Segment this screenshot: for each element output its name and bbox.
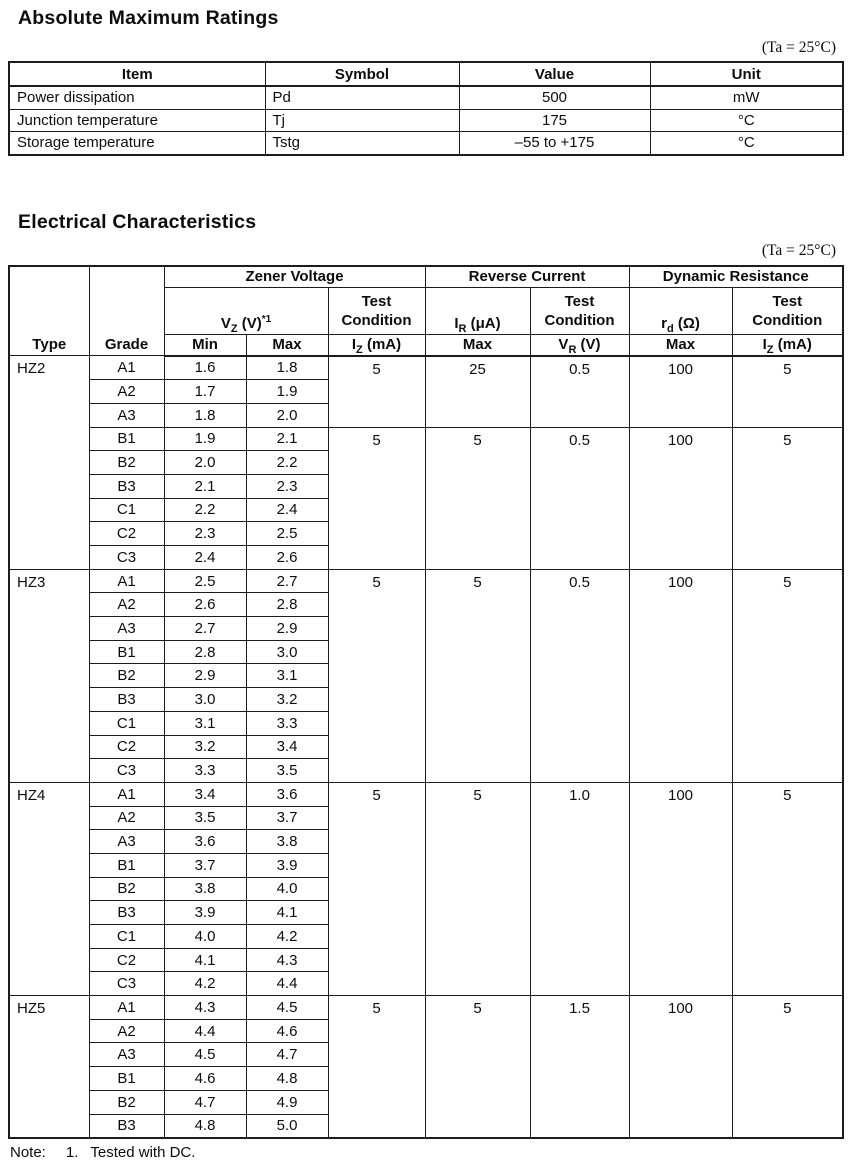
vz-min-cell: 1.9: [164, 427, 246, 451]
col-header-test-condition: Test Condition: [328, 287, 425, 334]
table-row: [9, 569, 843, 593]
grade-cell: B2: [89, 451, 164, 475]
col-header-unit: Unit: [650, 62, 843, 86]
vz-max-cell: 3.7: [246, 806, 328, 830]
vz-min-cell: 2.8: [164, 640, 246, 664]
vz-max-cell: 2.5: [246, 522, 328, 546]
grade-cell: B1: [89, 640, 164, 664]
vz-max-cell: 3.1: [246, 664, 328, 688]
absolute-maximum-ratings-table: [8, 61, 844, 156]
ir-max-cell: 5: [425, 996, 530, 1139]
vz-min-cell: 4.7: [164, 1090, 246, 1114]
iz-test-cond-cell: 5: [732, 356, 843, 428]
grade-cell: B2: [89, 877, 164, 901]
iz-test-cond-cell: 5: [328, 427, 425, 569]
item-cell: Junction temperature: [9, 109, 265, 132]
rd-max-cell: 100: [629, 356, 732, 428]
grade-cell: A2: [89, 593, 164, 617]
grade-cell: A3: [89, 617, 164, 641]
col-header-vr: $V_R$ (V): [530, 334, 629, 356]
vr-test-cond-cell: 0.5: [530, 356, 629, 428]
vz-max-cell: 4.3: [246, 948, 328, 972]
iz-test-cond-cell: 5: [732, 569, 843, 782]
vz-min-cell: 3.8: [164, 877, 246, 901]
grade-cell: C1: [89, 925, 164, 949]
footnote-label: Note:: [10, 1144, 46, 1161]
vz-max-cell: 4.6: [246, 1019, 328, 1043]
footnote: [10, 1144, 842, 1161]
col-header-test-condition: Test Condition: [530, 287, 629, 334]
vz-min-cell: 4.3: [164, 996, 246, 1020]
vz-max-cell: 2.4: [246, 498, 328, 522]
vr-test-cond-cell: 1.0: [530, 782, 629, 995]
vz-min-cell: 2.7: [164, 617, 246, 641]
vz-min-cell: 2.4: [164, 546, 246, 570]
ir-max-cell: 5: [425, 782, 530, 995]
item-cell: Power dissipation: [9, 86, 265, 109]
grade-cell: B3: [89, 1114, 164, 1138]
table-row: [9, 132, 843, 155]
vz-max-cell: 3.4: [246, 735, 328, 759]
ta-condition-note: (Ta = 25°C): [761, 39, 836, 56]
rd-max-cell: 100: [629, 996, 732, 1139]
table-row: [9, 782, 843, 806]
vz-max-cell: 2.7: [246, 569, 328, 593]
vz-min-cell: 3.9: [164, 901, 246, 925]
grade-cell: B3: [89, 688, 164, 712]
table-header-row: [9, 266, 843, 288]
vz-min-cell: 3.5: [164, 806, 246, 830]
type-cell: HZ2: [9, 356, 89, 570]
section-title-electrical-characteristics: Electrical Characteristics: [18, 210, 257, 233]
item-cell: Storage temperature: [9, 132, 265, 155]
unit-cell: °C: [650, 132, 843, 155]
ir-max-cell: 5: [425, 427, 530, 569]
grade-cell: C2: [89, 735, 164, 759]
vz-max-cell: 4.8: [246, 1067, 328, 1091]
vz-min-cell: 4.2: [164, 972, 246, 996]
vz-min-cell: 4.8: [164, 1114, 246, 1138]
unit-cell: mW: [650, 86, 843, 109]
vz-min-cell: 2.1: [164, 474, 246, 498]
vz-max-cell: 2.1: [246, 427, 328, 451]
col-header-vz: $V_Z$ $(V)^{*1}$: [164, 287, 328, 334]
vr-test-cond-cell: 0.5: [530, 427, 629, 569]
grade-cell: B1: [89, 853, 164, 877]
col-header-max: Max: [246, 334, 328, 356]
col-header-min: Min: [164, 334, 246, 356]
vz-min-cell: 1.6: [164, 356, 246, 380]
group-header-reverse-current: Reverse Current: [425, 266, 629, 288]
footnote-text: Tested with DC.: [90, 1144, 196, 1161]
ir-max-cell: 5: [425, 569, 530, 782]
vz-max-cell: 2.2: [246, 451, 328, 475]
rd-max-cell: 100: [629, 569, 732, 782]
electrical-characteristics-table: [8, 265, 844, 1140]
vz-max-cell: 4.4: [246, 972, 328, 996]
col-header-test-condition: Test Condition: [732, 287, 843, 334]
grade-cell: B3: [89, 901, 164, 925]
grade-cell: C2: [89, 948, 164, 972]
vz-min-cell: 1.7: [164, 380, 246, 404]
grade-cell: A1: [89, 356, 164, 380]
col-header-grade: Grade: [89, 266, 164, 356]
col-header-max: Max: [629, 334, 732, 356]
vz-min-cell: 1.8: [164, 403, 246, 427]
grade-cell: B1: [89, 427, 164, 451]
col-header-symbol: Symbol: [265, 62, 459, 86]
vz-max-cell: 2.0: [246, 403, 328, 427]
vr-test-cond-cell: 0.5: [530, 569, 629, 782]
vz-min-cell: 4.1: [164, 948, 246, 972]
vz-max-cell: 3.3: [246, 711, 328, 735]
iz-test-cond-cell: 5: [732, 782, 843, 995]
type-cell: HZ5: [9, 996, 89, 1139]
vz-max-cell: 3.2: [246, 688, 328, 712]
footnote-number: 1.: [65, 1144, 79, 1161]
group-header-dynamic-resistance: Dynamic Resistance: [629, 266, 843, 288]
vz-max-cell: 4.9: [246, 1090, 328, 1114]
grade-cell: A1: [89, 782, 164, 806]
value-cell: 175: [459, 109, 650, 132]
iz-test-cond-cell: 5: [328, 356, 425, 428]
table-row: [9, 427, 843, 451]
value-cell: –55 to +175: [459, 132, 650, 155]
vz-max-cell: 3.9: [246, 853, 328, 877]
vz-max-cell: 1.8: [246, 356, 328, 380]
vz-min-cell: 2.9: [164, 664, 246, 688]
grade-cell: B2: [89, 1090, 164, 1114]
grade-cell: B3: [89, 474, 164, 498]
col-header-ir: $I_R$ (μA): [425, 287, 530, 334]
grade-cell: A3: [89, 1043, 164, 1067]
type-cell: HZ4: [9, 782, 89, 995]
unit-cell: °C: [650, 109, 843, 132]
group-header-zener-voltage: Zener Voltage: [164, 266, 425, 288]
ta-condition-note: (Ta = 25°C): [761, 241, 836, 259]
rd-max-cell: 100: [629, 427, 732, 569]
symbol-cell: Pd: [265, 86, 459, 109]
grade-cell: C3: [89, 972, 164, 996]
vz-max-cell: 3.5: [246, 759, 328, 783]
vz-min-cell: 3.2: [164, 735, 246, 759]
grade-cell: A3: [89, 403, 164, 427]
vz-min-cell: 4.0: [164, 925, 246, 949]
vz-max-cell: 4.1: [246, 901, 328, 925]
grade-cell: C1: [89, 711, 164, 735]
vz-min-cell: 3.4: [164, 782, 246, 806]
vz-min-cell: 2.3: [164, 522, 246, 546]
vz-max-cell: 3.6: [246, 782, 328, 806]
table-row: [9, 996, 843, 1020]
type-cell: HZ3: [9, 569, 89, 782]
grade-cell: A2: [89, 806, 164, 830]
symbol-cell: Tstg: [265, 132, 459, 155]
grade-cell: A1: [89, 996, 164, 1020]
section-title-absolute-maximum-ratings: Absolute Maximum Ratings: [18, 7, 279, 29]
col-header-type: Type: [9, 266, 89, 356]
vz-min-cell: 4.5: [164, 1043, 246, 1067]
grade-cell: A3: [89, 830, 164, 854]
vz-min-cell: 2.2: [164, 498, 246, 522]
vz-max-cell: 1.9: [246, 380, 328, 404]
col-header-iz: $I_Z$ (mA): [732, 334, 843, 356]
grade-cell: B2: [89, 664, 164, 688]
grade-cell: A1: [89, 569, 164, 593]
value-cell: 500: [459, 86, 650, 109]
col-header-iz: $I_Z$ (mA): [328, 334, 425, 356]
symbol-cell: Tj: [265, 109, 459, 132]
vz-max-cell: 4.7: [246, 1043, 328, 1067]
table-row: [9, 109, 843, 132]
vz-min-cell: 3.7: [164, 853, 246, 877]
vz-min-cell: 2.0: [164, 451, 246, 475]
table-header-row: [9, 62, 843, 86]
grade-cell: B1: [89, 1067, 164, 1091]
vz-max-cell: 4.5: [246, 996, 328, 1020]
vz-min-cell: 3.0: [164, 688, 246, 712]
vz-min-cell: 2.5: [164, 569, 246, 593]
vz-min-cell: 3.6: [164, 830, 246, 854]
vz-max-cell: 3.0: [246, 640, 328, 664]
iz-test-cond-cell: 5: [328, 782, 425, 995]
vz-max-cell: 4.2: [246, 925, 328, 949]
ir-max-cell: 25: [425, 356, 530, 428]
grade-cell: A2: [89, 1019, 164, 1043]
vz-min-cell: 4.6: [164, 1067, 246, 1091]
grade-cell: A2: [89, 380, 164, 404]
col-header-max: Max: [425, 334, 530, 356]
iz-test-cond-cell: 5: [732, 427, 843, 569]
vz-min-cell: 3.3: [164, 759, 246, 783]
col-header-rd: $r_d$ (Ω): [629, 287, 732, 334]
vz-max-cell: 2.3: [246, 474, 328, 498]
vr-test-cond-cell: 1.5: [530, 996, 629, 1139]
grade-cell: C2: [89, 522, 164, 546]
vz-min-cell: 2.6: [164, 593, 246, 617]
table-row: [9, 356, 843, 380]
iz-test-cond-cell: 5: [328, 996, 425, 1139]
vz-max-cell: 2.8: [246, 593, 328, 617]
iz-test-cond-cell: 5: [328, 569, 425, 782]
vz-max-cell: 2.9: [246, 617, 328, 641]
vz-max-cell: 3.8: [246, 830, 328, 854]
grade-cell: C1: [89, 498, 164, 522]
table-row: [9, 86, 843, 109]
vz-min-cell: 4.4: [164, 1019, 246, 1043]
col-header-item: Item: [9, 62, 265, 86]
col-header-value: Value: [459, 62, 650, 86]
iz-test-cond-cell: 5: [732, 996, 843, 1139]
vz-max-cell: 4.0: [246, 877, 328, 901]
grade-cell: C3: [89, 546, 164, 570]
rd-max-cell: 100: [629, 782, 732, 995]
grade-cell: C3: [89, 759, 164, 783]
vz-min-cell: 3.1: [164, 711, 246, 735]
vz-max-cell: 5.0: [246, 1114, 328, 1138]
vz-max-cell: 2.6: [246, 546, 328, 570]
